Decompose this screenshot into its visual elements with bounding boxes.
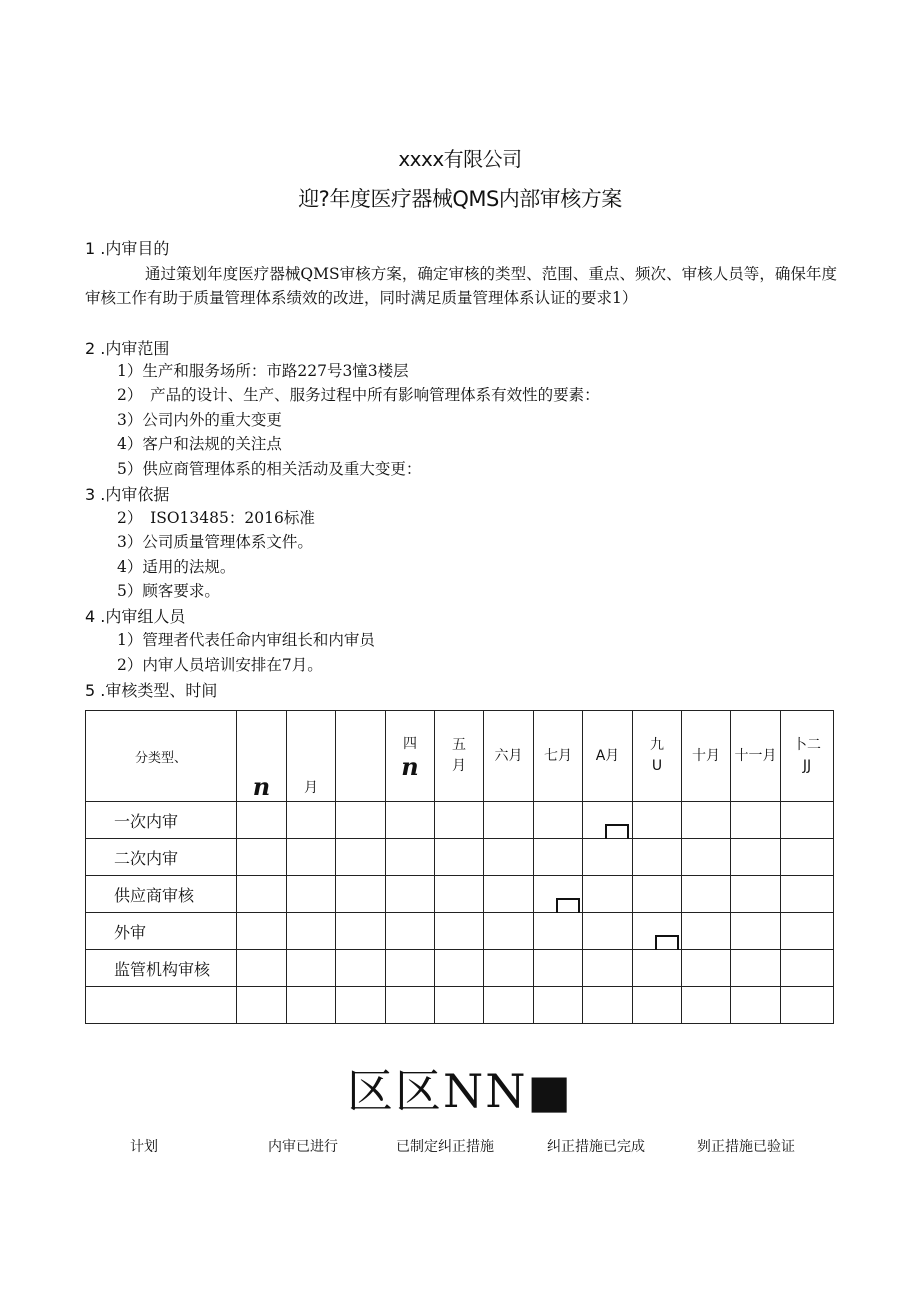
section-1-paragraph: 通过策划年度医疗器械QMS审核方案，确定审核的类型、范围、重点、频次、审核人员等，确保年度审核工作有助于质量管理体系绩效的改进，同时满足质量管理体系认证的要求1） <box>85 265 837 307</box>
schedule-cell <box>682 950 731 987</box>
schedule-cell <box>534 987 583 1024</box>
month-header-line1: A月 <box>595 747 620 764</box>
schedule-cell <box>386 913 435 950</box>
staff-item: 2）内审人员培训安排在7月。 <box>117 656 323 674</box>
row-label: 外审 <box>86 913 237 950</box>
section-2-title: 2 .内审范围 <box>85 339 170 358</box>
schedule-cell <box>583 913 633 950</box>
schedule-cell <box>633 913 682 950</box>
month-header-line2: 月 <box>452 758 466 774</box>
schedule-cell <box>534 839 583 876</box>
month-header-line1: 四 <box>402 735 417 752</box>
table-corner-header: 分类型、 <box>86 711 237 802</box>
schedule-cell <box>435 876 484 913</box>
schedule-cell <box>583 876 633 913</box>
month-header-line2: n <box>252 772 271 801</box>
schedule-cell <box>731 987 781 1024</box>
table-row <box>86 913 834 950</box>
month-header-line2: JJ <box>802 758 812 774</box>
schedule-cell <box>435 802 484 839</box>
schedule-cell <box>484 987 534 1024</box>
legend-corrective-verified: 刿正措施已验证 <box>697 1139 795 1155</box>
schedule-cell <box>484 913 534 950</box>
schedule-cell <box>781 913 834 950</box>
schedule-cell <box>583 802 633 839</box>
schedule-cell <box>237 802 287 839</box>
schedule-cell <box>386 839 435 876</box>
schedule-cell <box>484 839 534 876</box>
schedule-cell <box>237 913 287 950</box>
schedule-cell <box>781 987 834 1024</box>
month-header-line1: 卜二 <box>793 737 821 753</box>
schedule-cell <box>534 802 583 839</box>
schedule-cell <box>336 987 386 1024</box>
basis-item: 5）顾客要求。 <box>117 582 220 600</box>
scope-item: 5）供应商管理体系的相关活动及重大变更： <box>117 460 422 478</box>
section-3-title: 3 .内审依据 <box>85 485 170 504</box>
legend-plan: 计划 <box>130 1139 158 1155</box>
table-row <box>86 839 834 876</box>
month-header <box>682 711 731 802</box>
schedule-cell <box>633 802 682 839</box>
schedule-cell <box>386 876 435 913</box>
schedule-cell <box>336 802 386 839</box>
row-label: 监管机构审核 <box>86 950 237 987</box>
schedule-cell <box>781 876 834 913</box>
schedule-cell <box>583 950 633 987</box>
schedule-cell <box>731 876 781 913</box>
month-header <box>731 711 781 802</box>
row-label: 供应商审核 <box>86 876 237 913</box>
month-header <box>237 711 287 802</box>
schedule-cell <box>583 987 633 1024</box>
table-row <box>86 802 834 839</box>
schedule-cell <box>484 950 534 987</box>
section-5-title: 5 .审核类型、时间 <box>85 681 218 700</box>
month-header <box>781 711 834 802</box>
audit-schedule-table <box>85 710 834 1024</box>
month-header <box>386 711 435 802</box>
schedule-cell <box>682 913 731 950</box>
schedule-cell <box>237 839 287 876</box>
plan-mark-icon <box>605 824 629 839</box>
schedule-cell <box>682 876 731 913</box>
schedule-cell <box>731 950 781 987</box>
month-header <box>583 711 633 802</box>
scope-item: 2） 产品的设计、生产、服务过程中所有影响管理体系有效性的要素： <box>117 386 600 404</box>
schedule-cell <box>336 839 386 876</box>
legend-corrective-planned: 已制定纠正措施 <box>396 1139 494 1155</box>
schedule-cell <box>287 876 336 913</box>
schedule-cell <box>287 802 336 839</box>
schedule-cell <box>781 802 834 839</box>
month-header-line1: 九 <box>650 737 664 753</box>
schedule-cell <box>336 950 386 987</box>
schedule-cell <box>633 987 682 1024</box>
month-header-line1: 七月 <box>544 747 572 764</box>
month-header-line1: 五 <box>452 737 466 753</box>
legend-symbols: 区区NN■ <box>347 1064 573 1118</box>
company-name: xxxx有限公司 <box>398 147 522 171</box>
basis-item: 3）公司质量管理体系文件。 <box>117 533 313 551</box>
row-label: 一次内审 <box>86 802 237 839</box>
schedule-cell <box>386 950 435 987</box>
section-1-title: 1 .内审目的 <box>85 239 170 258</box>
schedule-cell <box>237 950 287 987</box>
scope-item: 4）客户和法规的关注点 <box>117 435 282 453</box>
table-row <box>86 876 834 913</box>
document-title: 迎?年度医疗器械QMS内部审核方案 <box>298 187 622 211</box>
schedule-cell <box>287 950 336 987</box>
month-header-line2: n <box>401 751 419 781</box>
table-row <box>86 950 834 987</box>
schedule-cell <box>435 913 484 950</box>
table-header-row <box>86 711 834 802</box>
month-header <box>484 711 534 802</box>
schedule-cell <box>682 987 731 1024</box>
month-header-line1: 十月 <box>692 747 720 764</box>
row-label <box>86 987 237 1024</box>
basis-item: 4）适用的法规。 <box>117 558 236 576</box>
schedule-cell <box>435 839 484 876</box>
legend-corrective-done: 纠正措施已完成 <box>547 1139 645 1155</box>
section-4-title: 4 .内审组人员 <box>85 607 186 626</box>
schedule-cell <box>336 913 386 950</box>
schedule-cell <box>336 876 386 913</box>
schedule-cell <box>534 913 583 950</box>
schedule-cell <box>633 876 682 913</box>
month-header <box>534 711 583 802</box>
plan-mark-icon <box>655 935 679 950</box>
month-header <box>336 711 386 802</box>
schedule-cell <box>583 839 633 876</box>
month-header-line2: 月 <box>304 780 318 796</box>
schedule-cell <box>237 876 287 913</box>
month-header <box>633 711 682 802</box>
schedule-cell <box>781 950 834 987</box>
schedule-cell <box>633 950 682 987</box>
scope-item: 1）生产和服务场所：市路227号3憧3楼层 <box>117 362 409 380</box>
month-header-line2: U <box>651 758 663 774</box>
schedule-cell <box>682 802 731 839</box>
schedule-cell <box>731 913 781 950</box>
schedule-cell <box>534 876 583 913</box>
schedule-cell <box>534 950 583 987</box>
schedule-cell <box>484 802 534 839</box>
schedule-cell <box>237 987 287 1024</box>
schedule-cell <box>781 839 834 876</box>
schedule-cell <box>386 802 435 839</box>
schedule-cell <box>386 987 435 1024</box>
staff-item: 1）管理者代表任命内审组长和内审员 <box>117 631 375 649</box>
scope-item: 3）公司内外的重大变更 <box>117 411 282 429</box>
schedule-cell <box>682 839 731 876</box>
month-header <box>435 711 484 802</box>
row-label: 二次内审 <box>86 839 237 876</box>
schedule-cell <box>731 839 781 876</box>
schedule-cell <box>287 839 336 876</box>
month-header-line1: 十一月 <box>734 747 777 764</box>
schedule-cell <box>633 839 682 876</box>
schedule-cell <box>435 950 484 987</box>
schedule-cell <box>435 987 484 1024</box>
schedule-cell <box>287 987 336 1024</box>
schedule-cell <box>731 802 781 839</box>
schedule-cell <box>484 876 534 913</box>
month-header-line1: 六月 <box>494 747 523 764</box>
schedule-cell <box>287 913 336 950</box>
legend-audit-done: 内审已进行 <box>268 1139 338 1155</box>
table-row <box>86 987 834 1024</box>
plan-mark-icon <box>556 898 580 913</box>
basis-item: 2） ISO13485：2016标准 <box>117 509 315 527</box>
month-header <box>287 711 336 802</box>
